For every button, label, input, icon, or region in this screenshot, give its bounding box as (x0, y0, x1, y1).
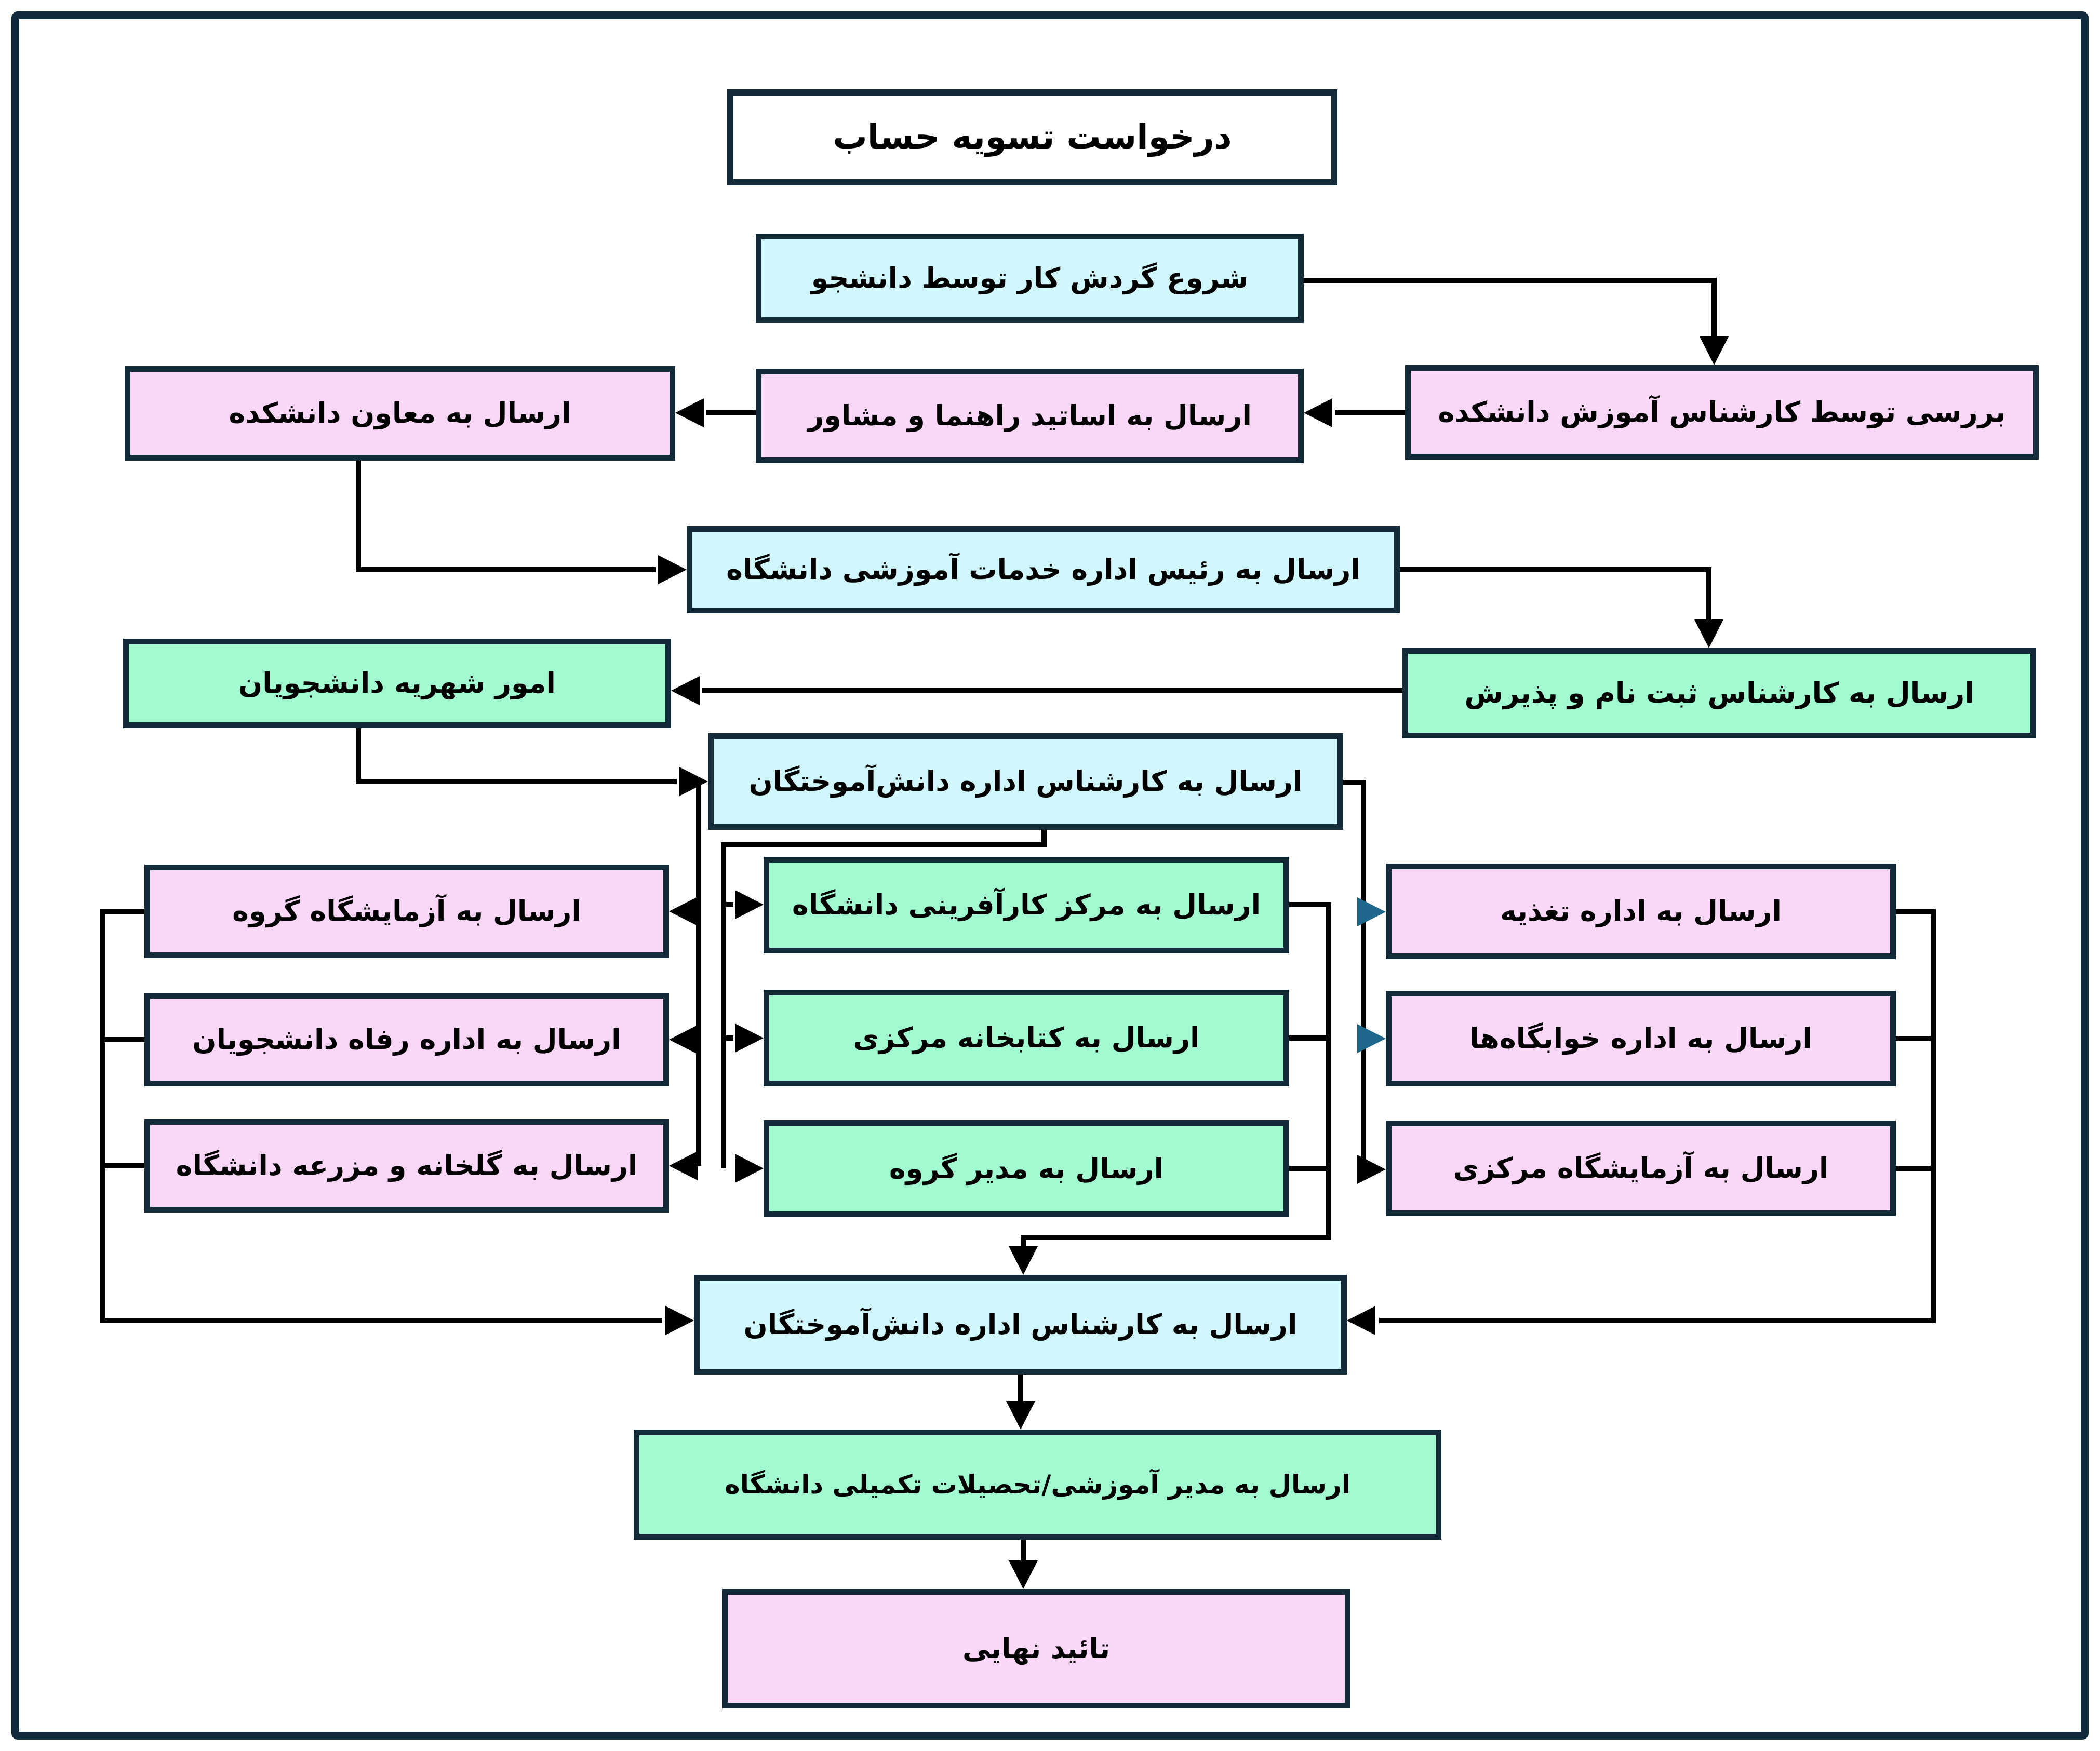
arrowhead-into-grad2-right (1347, 1306, 1375, 1335)
node-title: درخواست تسویه حساب (727, 89, 1337, 185)
node-greenhouse-farm: ارسال به گلخانه و مزرعه دانشگاه (144, 1119, 669, 1213)
node-start: شروع گردش کار توسط دانشجو (756, 234, 1304, 323)
arrowhead-into-welfare (669, 1025, 698, 1054)
node-advisors: ارسال به اساتید راهنما و مشاور (756, 369, 1304, 463)
arrowhead-into-final (1009, 1560, 1038, 1589)
node-department-head: ارسال به مدیر گروه (764, 1120, 1289, 1217)
arrowhead-into-dorms-teal (1357, 1024, 1386, 1053)
arrowhead-into-library (735, 1023, 764, 1053)
connector-tuition-to-grad1 (358, 728, 677, 782)
arrowhead-into-registration (1694, 619, 1723, 648)
arrowhead-into-tuition (671, 676, 700, 705)
node-graduates-office-1: ارسال به کارشناس اداره دانش‌آموختگان (708, 733, 1343, 830)
connector-left-collector (102, 911, 662, 1321)
node-central-library: ارسال به کتابخانه مرکزی (764, 990, 1289, 1086)
node-student-welfare: ارسال به اداره رفاه دانشجویان (144, 993, 669, 1086)
node-entrepreneurship-center: ارسال به مرکز کارآفرینی دانشگاه (764, 857, 1289, 953)
arrowhead-into-deputy (675, 398, 704, 427)
arrowhead-into-director (1006, 1401, 1035, 1430)
arrowhead-into-nutrition-teal (1357, 897, 1386, 926)
connector-grad1-to-right-feeder (1343, 783, 1363, 1169)
node-group-lab: ارسال به آزمایشگاه گروه (144, 865, 669, 958)
arrowhead-into-grad2-left (665, 1306, 694, 1335)
node-central-laboratory: ارسال به آزمایشگاه مرکزی (1386, 1121, 1896, 1216)
node-education-director: ارسال به مدیر آموزشی/تحصیلات تکمیلی دانشگاه (634, 1430, 1441, 1540)
node-registration: ارسال به کارشناس ثبت نام و پذیرش (1402, 648, 2036, 738)
arrowhead-into-services (658, 555, 687, 584)
node-final-approval: تائید نهایی (722, 1589, 1350, 1708)
connector-start-to-review (1304, 280, 1714, 360)
node-tuition: امور شهریه دانشجویان (123, 639, 671, 728)
node-deputy: ارسال به معاون دانشکده (125, 366, 675, 461)
connector-services-to-registration (1400, 570, 1709, 643)
arrowhead-into-grad1 (679, 767, 708, 796)
node-services-head: ارسال به رئیس اداره خدمات آموزشی دانشگاه (687, 526, 1400, 613)
node-dormitories-office: ارسال به اداره خوابگاه‌ها (1386, 991, 1896, 1086)
arrowhead-into-entrepreneur (735, 890, 764, 919)
arrowhead-into-depthead (735, 1154, 764, 1183)
arrowhead-into-lab-group (669, 897, 698, 926)
arrowhead-into-grad2-top (1009, 1246, 1038, 1275)
node-graduates-office-2: ارسال به کارشناس اداره دانش‌آموختگان (694, 1275, 1347, 1375)
node-nutrition-office: ارسال به اداره تغذیه (1386, 864, 1896, 959)
connector-deputy-to-services (358, 461, 656, 570)
arrowhead-into-advisors (1304, 398, 1332, 427)
arrowhead-into-review (1700, 336, 1729, 365)
arrowhead-into-centrallab (1357, 1155, 1386, 1184)
node-review: بررسی توسط کارشناس آموزش دانشکده (1405, 365, 2039, 460)
arrowhead-into-greenhouse (669, 1151, 698, 1180)
connector-right-collector (1379, 912, 1933, 1321)
